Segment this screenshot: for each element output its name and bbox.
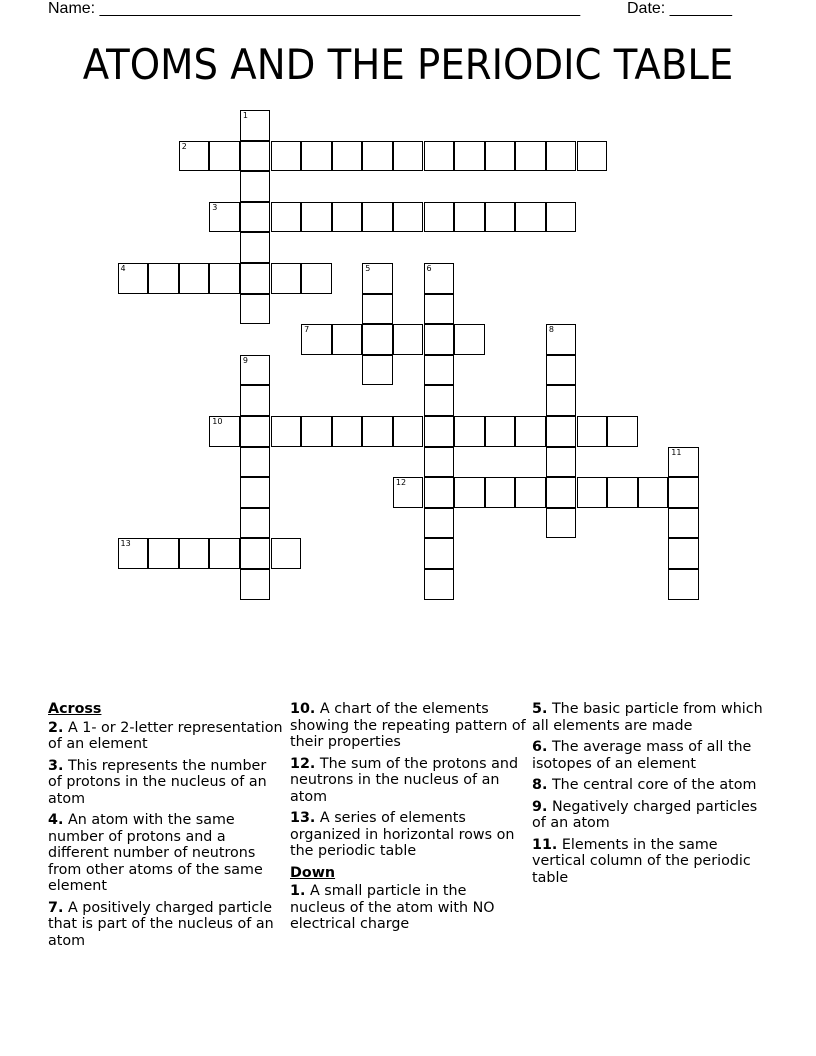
- crossword-cell[interactable]: [424, 569, 455, 600]
- crossword-cell[interactable]: [515, 416, 546, 447]
- crossword-cell[interactable]: [240, 416, 271, 447]
- cell-number: 3: [212, 202, 218, 212]
- crossword-cell[interactable]: [209, 202, 240, 233]
- crossword-cell[interactable]: [240, 171, 271, 202]
- crossword-cell[interactable]: [271, 141, 302, 172]
- clue-down-11: [532, 837, 772, 887]
- crossword-cell[interactable]: [515, 141, 546, 172]
- cell-number: 12: [395, 478, 407, 488]
- clue-down-8: [532, 777, 772, 794]
- clue-text: Negatively charged particles of an atom: [532, 798, 758, 831]
- crossword-cell[interactable]: [424, 355, 455, 386]
- cell-number: 4: [120, 264, 126, 273]
- clue-text: A series of elements organized in horizontal rows on the periodic table: [290, 810, 515, 859]
- crossword-cell[interactable]: [424, 324, 455, 355]
- cell-number: 8: [548, 325, 554, 335]
- crossword-cell[interactable]: [607, 477, 638, 508]
- crossword-cell[interactable]: [424, 508, 455, 539]
- cell-number: 2: [181, 141, 187, 151]
- crossword-cell[interactable]: [454, 202, 485, 233]
- crossword-cell[interactable]: [454, 477, 485, 508]
- cell-number: 1: [242, 111, 248, 120]
- clue-text: The central core of the atom: [551, 777, 757, 793]
- crossword-cell[interactable]: [546, 355, 577, 386]
- clue-text: A 1- or 2-letter representation of an element: [48, 719, 283, 752]
- crossword-cell[interactable]: [485, 477, 516, 508]
- crossword-cell[interactable]: [546, 477, 577, 508]
- name-line: ______________________________________________________: [99, 0, 581, 17]
- crossword-cell[interactable]: [240, 110, 271, 141]
- crossword-cell[interactable]: [362, 294, 393, 325]
- cell-number: 6: [426, 264, 432, 273]
- crossword-cell[interactable]: [179, 263, 210, 294]
- crossword-cell[interactable]: [668, 538, 699, 569]
- clue-across-3: [48, 758, 284, 808]
- crossword-cell[interactable]: [240, 202, 271, 233]
- crossword-cell[interactable]: [271, 416, 302, 447]
- crossword-cell[interactable]: [362, 263, 393, 294]
- crossword-cell[interactable]: [301, 324, 332, 355]
- clue-number: 3.: [48, 757, 64, 774]
- crossword-cell[interactable]: [485, 416, 516, 447]
- crossword-cell[interactable]: [118, 263, 149, 294]
- clue-across-2: [48, 720, 284, 753]
- crossword-cell[interactable]: [209, 538, 240, 569]
- clue-down-1: [290, 883, 526, 933]
- crossword-cell[interactable]: [393, 416, 424, 447]
- clue-column-2: [290, 701, 526, 938]
- crossword-cell[interactable]: [546, 385, 577, 416]
- crossword-cell[interactable]: [240, 355, 271, 386]
- crossword-cell[interactable]: [577, 477, 608, 508]
- crossword-cell[interactable]: [515, 477, 546, 508]
- crossword-cell[interactable]: [424, 202, 455, 233]
- clue-column-3: [532, 701, 772, 891]
- crossword-cell[interactable]: [515, 202, 546, 233]
- clue-text: This represents the number of protons in the nucleus of an atom: [48, 757, 267, 807]
- clue-text: The average mass of all the isotopes of an element: [532, 739, 752, 772]
- crossword-cell[interactable]: [424, 477, 455, 508]
- crossword-cell[interactable]: [668, 508, 699, 539]
- name-label: Name:: [48, 0, 100, 17]
- crossword-cell[interactable]: [607, 416, 638, 447]
- cell-number: 9: [242, 355, 248, 365]
- clue-number: 12.: [290, 755, 316, 772]
- crossword-cell[interactable]: [424, 263, 455, 294]
- crossword-cell[interactable]: [240, 569, 271, 600]
- crossword-cell[interactable]: [301, 141, 332, 172]
- crossword-cell[interactable]: [332, 416, 363, 447]
- crossword-cell[interactable]: [148, 538, 179, 569]
- clue-across-7: [48, 900, 284, 950]
- clue-across-10: [290, 701, 526, 751]
- crossword-cell[interactable]: [424, 538, 455, 569]
- crossword-cell[interactable]: [424, 416, 455, 447]
- date-line: _______: [669, 0, 732, 17]
- crossword-cell[interactable]: [209, 141, 240, 172]
- clue-number: 11.: [532, 836, 558, 853]
- crossword-cell[interactable]: [240, 141, 271, 172]
- clue-number: 10.: [290, 701, 316, 717]
- crossword-cell[interactable]: [485, 141, 516, 172]
- crossword-cell[interactable]: [148, 263, 179, 294]
- crossword-cell[interactable]: [362, 355, 393, 386]
- clue-text: A small particle in the nucleus of the atom with NO electrical charge: [290, 883, 495, 932]
- down-heading: Down: [290, 864, 336, 881]
- clue-number: 1.: [290, 883, 306, 899]
- crossword-cell[interactable]: [301, 202, 332, 233]
- crossword-cell[interactable]: [393, 324, 424, 355]
- cell-number: 5: [365, 264, 371, 273]
- crossword-cell[interactable]: [546, 141, 577, 172]
- crossword-cell[interactable]: [301, 263, 332, 294]
- clue-number: 6.: [532, 739, 548, 755]
- crossword-cell[interactable]: [546, 447, 577, 478]
- crossword-cell[interactable]: [577, 416, 608, 447]
- clue-down-5: [532, 701, 772, 734]
- crossword-cell[interactable]: [393, 141, 424, 172]
- clue-number: 5.: [532, 701, 548, 717]
- crossword-cell[interactable]: [179, 141, 210, 172]
- crossword-cell[interactable]: [393, 202, 424, 233]
- crossword-cell[interactable]: [577, 141, 608, 172]
- crossword-cell[interactable]: [240, 538, 271, 569]
- crossword-cell[interactable]: [454, 324, 485, 355]
- crossword-cell[interactable]: [546, 508, 577, 539]
- clue-text: A chart of the elements showing the repeating pattern of their properties: [290, 701, 526, 750]
- clue-number: 8.: [532, 777, 548, 793]
- crossword-cell[interactable]: [454, 416, 485, 447]
- clue-text: Elements in the same vertical column of the periodic table: [532, 836, 751, 886]
- crossword-cell[interactable]: [362, 202, 393, 233]
- clue-text: The sum of the protons and neutrons in the nucleus of an atom: [290, 755, 519, 805]
- across-heading: Across: [48, 701, 102, 717]
- clue-text: An atom with the same number of protons and a different number of neutrons from other atoms of the same element: [48, 812, 263, 894]
- crossword-cell[interactable]: [668, 569, 699, 600]
- crossword-cell[interactable]: [209, 263, 240, 294]
- clue-text: A positively charged particle that is part of the nucleus of an atom: [48, 899, 274, 949]
- crossword-cell[interactable]: [240, 294, 271, 325]
- crossword-cell[interactable]: [424, 447, 455, 478]
- crossword-cell[interactable]: [362, 416, 393, 447]
- crossword-cell[interactable]: [454, 141, 485, 172]
- clue-text: The basic particle from which all elements are made: [532, 701, 763, 734]
- crossword-cell[interactable]: [240, 447, 271, 478]
- clue-down-6: [532, 739, 772, 772]
- clue-number: 4.: [48, 812, 64, 828]
- clue-column-1: [48, 701, 284, 954]
- crossword-cell[interactable]: [638, 477, 669, 508]
- crossword-cell[interactable]: [485, 202, 516, 233]
- cell-number: 11: [671, 447, 682, 457]
- clue-across-12: [290, 756, 526, 806]
- crossword-cell[interactable]: [240, 477, 271, 508]
- crossword-cell[interactable]: [362, 141, 393, 172]
- crossword-cell[interactable]: [209, 416, 240, 447]
- date-label: Date:: [627, 0, 670, 17]
- crossword-cell[interactable]: [118, 538, 149, 569]
- clue-number: 13.: [290, 810, 316, 826]
- crossword-cell[interactable]: [301, 416, 332, 447]
- cell-number: 13: [120, 539, 131, 549]
- crossword-cell[interactable]: [240, 232, 271, 263]
- crossword-cell[interactable]: [271, 202, 302, 233]
- crossword-cell[interactable]: [546, 416, 577, 447]
- crossword-cell[interactable]: [240, 385, 271, 416]
- clue-number: 7.: [48, 899, 64, 916]
- clue-across-4: [48, 812, 284, 895]
- crossword-cell[interactable]: [668, 447, 699, 478]
- clue-down-9: [532, 799, 772, 832]
- crossword-cell[interactable]: [546, 202, 577, 233]
- crossword-cell[interactable]: [424, 294, 455, 325]
- crossword-cell[interactable]: [362, 324, 393, 355]
- crossword-cell[interactable]: [668, 477, 699, 508]
- crossword-cell[interactable]: [424, 385, 455, 416]
- cell-number: 7: [304, 325, 310, 335]
- cell-number: 10: [212, 417, 223, 426]
- clue-number: 9.: [532, 798, 548, 815]
- crossword-cell[interactable]: [271, 538, 302, 569]
- crossword-cell[interactable]: [240, 508, 271, 539]
- clue-number: 2.: [48, 719, 64, 736]
- crossword-cell[interactable]: [179, 538, 210, 569]
- crossword-cell[interactable]: [546, 324, 577, 355]
- crossword-cell[interactable]: [332, 324, 363, 355]
- crossword-cell[interactable]: [393, 477, 424, 508]
- crossword-cell[interactable]: [271, 263, 302, 294]
- crossword-cell[interactable]: [332, 202, 363, 233]
- crossword-cell[interactable]: [424, 141, 455, 172]
- crossword-cell[interactable]: [332, 141, 363, 172]
- clue-across-13: [290, 810, 526, 860]
- crossword-cell[interactable]: [240, 263, 271, 294]
- page-title: ATOMS AND THE PERIODIC TABLE: [82, 40, 734, 89]
